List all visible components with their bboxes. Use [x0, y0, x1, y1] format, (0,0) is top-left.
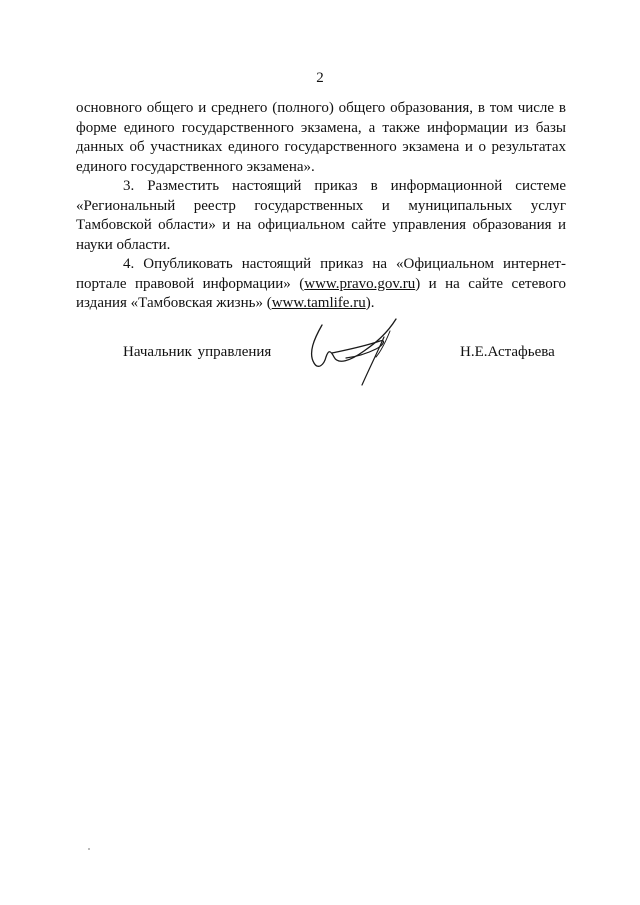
paragraph-item-4 — [76, 255, 566, 314]
handwritten-signature-icon — [302, 317, 402, 389]
paragraph-continuation: основного общего и среднего (полного) общего образования, в том числе в форме единого государственного экзамена, а также информации из базы данных об участниках единого государственного экзамена и о результатах единого государственного экзамена». — [76, 100, 566, 175]
signer-position: Начальник управления — [123, 344, 272, 360]
link-tamlife[interactable]: www.tamlife.ru — [271, 295, 366, 311]
body-text — [76, 99, 566, 314]
paragraph-item-4-text-middle: ) и на сайте сетевого издания «Тамбовская жизнь» ( — [76, 275, 566, 311]
link-pravo-gov[interactable]: www.pravo.gov.ru — [304, 275, 416, 292]
paragraph-item-4-text-end: ). — [365, 295, 375, 311]
paragraph-item-3: 3. Разместить настоящий приказ в информационной системе «Региональный реестр государственных и муниципальных услуг Тамбовской области» и на официальном сайте управления образования и науки области. — [76, 178, 566, 253]
scan-artifact — [88, 848, 90, 850]
paragraph-item-4-text-start: 4. Опубликовать настоящий приказ на «Официальном интернет-портале правовой информации» ( — [76, 256, 566, 292]
signature-block — [0, 335, 640, 395]
signer-name: Н.Е.Астафьева — [460, 344, 555, 360]
page-number: 2 — [316, 70, 324, 86]
